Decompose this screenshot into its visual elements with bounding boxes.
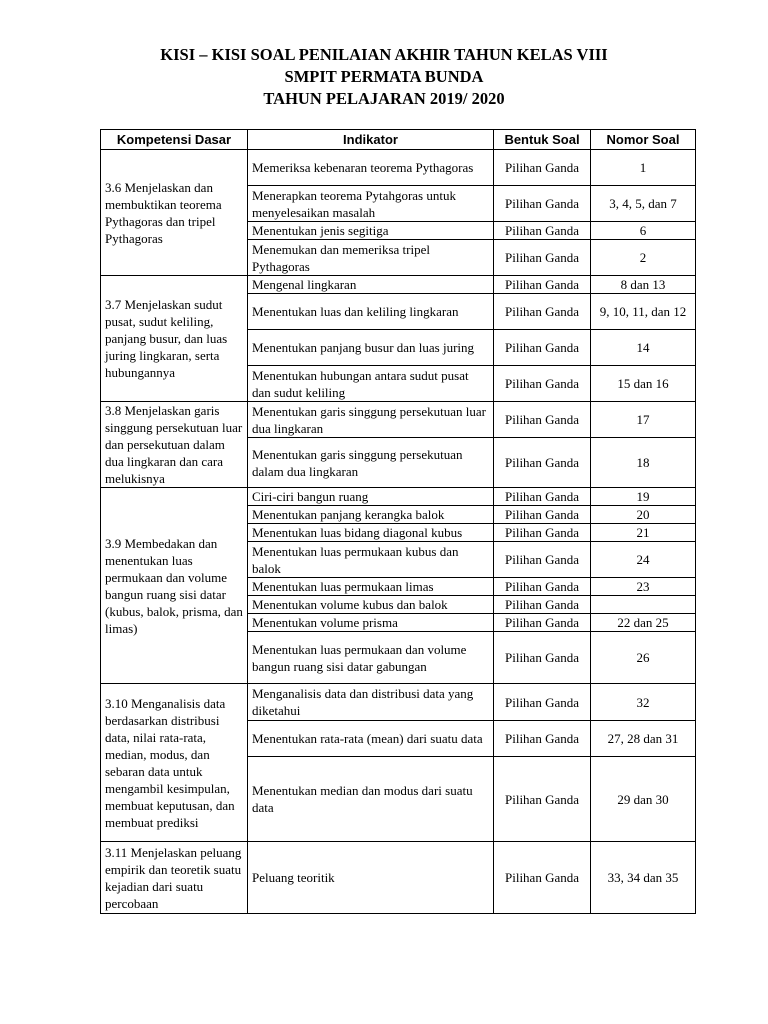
indikator-cell: Menentukan luas dan keliling lingkaran xyxy=(248,294,494,330)
header-title: KISI – KISI SOAL PENILAIAN AKHIR TAHUN KELAS VIII xyxy=(160,45,608,64)
indikator-cell: Ciri-ciri bangun ruang xyxy=(248,488,494,506)
nomor-soal-cell: 8 dan 13 xyxy=(591,276,696,294)
bentuk-soal-cell: Pilihan Ganda xyxy=(494,186,591,222)
indikator-cell: Menentukan garis singgung persekutuan luar dua lingkaran xyxy=(248,402,494,438)
indikator-cell: Menentukan luas permukaan dan volume bangun ruang sisi datar gabungan xyxy=(248,632,494,684)
bentuk-soal-cell: Pilihan Ganda xyxy=(494,150,591,186)
kompetensi-dasar-cell: 3.9 Membedakan dan menentukan luas permukaan dan volume bangun ruang sisi datar (kubus, balok, prisma, dan limas) xyxy=(101,488,248,684)
kompetensi-dasar-cell: 3.10 Menganalisis data berdasarkan distribusi data, nilai rata-rata, median, modus, dan sebaran data untuk mengambil kesimpulan, membuat keputusan, dan membuat prediksi xyxy=(101,684,248,842)
document-header xyxy=(0,44,768,110)
nomor-soal-cell: 18 xyxy=(591,438,696,488)
indikator-cell: Mengenal lingkaran xyxy=(248,276,494,294)
bentuk-soal-cell: Pilihan Ganda xyxy=(494,366,591,402)
indikator-cell: Menentukan rata-rata (mean) dari suatu data xyxy=(248,721,494,757)
bentuk-soal-cell: Pilihan Ganda xyxy=(494,614,591,632)
nomor-soal-cell: 19 xyxy=(591,488,696,506)
kisi-kisi-table xyxy=(100,129,696,914)
indikator-cell: Menentukan garis singgung persekutuan dalam dua lingkaran xyxy=(248,438,494,488)
column-header: Kompetensi Dasar xyxy=(101,130,248,150)
kompetensi-dasar-cell: 3.11 Menjelaskan peluang empirik dan teoretik suatu kejadian dari suatu percobaan xyxy=(101,842,248,914)
table-header-row xyxy=(101,130,696,150)
bentuk-soal-cell: Pilihan Ganda xyxy=(494,757,591,842)
indikator-cell: Peluang teoritik xyxy=(248,842,494,914)
nomor-soal-cell: 29 dan 30 xyxy=(591,757,696,842)
indikator-cell: Menerapkan teorema Pytahgoras untuk menyelesaikan masalah xyxy=(248,186,494,222)
bentuk-soal-cell: Pilihan Ganda xyxy=(494,438,591,488)
kompetensi-dasar-cell: 3.8 Menjelaskan garis singgung persekutuan luar dan persekutuan dalam dua lingkaran dan cara melukisnya xyxy=(101,402,248,488)
nomor-soal-cell: 33, 34 dan 35 xyxy=(591,842,696,914)
bentuk-soal-cell: Pilihan Ganda xyxy=(494,506,591,524)
indikator-cell: Memeriksa kebenaran teorema Pythagoras xyxy=(248,150,494,186)
bentuk-soal-cell: Pilihan Ganda xyxy=(494,542,591,578)
bentuk-soal-cell: Pilihan Ganda xyxy=(494,596,591,614)
table-row xyxy=(101,488,696,506)
bentuk-soal-cell: Pilihan Ganda xyxy=(494,578,591,596)
indikator-cell: Menentukan luas permukaan limas xyxy=(248,578,494,596)
kompetensi-dasar-cell: 3.7 Menjelaskan sudut pusat, sudut keliling, panjang busur, dan luas juring lingkaran, serta hubungannya xyxy=(101,276,248,402)
bentuk-soal-cell: Pilihan Ganda xyxy=(494,276,591,294)
table-row xyxy=(101,684,696,721)
kompetensi-dasar-cell: 3.6 Menjelaskan dan membuktikan teorema Pythagoras dan tripel Pythagoras xyxy=(101,150,248,276)
bentuk-soal-cell: Pilihan Ganda xyxy=(494,402,591,438)
table-row xyxy=(101,276,696,294)
nomor-soal-cell: 21 xyxy=(591,524,696,542)
nomor-soal-cell: 6 xyxy=(591,222,696,240)
nomor-soal-cell xyxy=(591,596,696,614)
column-header: Nomor Soal xyxy=(591,130,696,150)
bentuk-soal-cell: Pilihan Ganda xyxy=(494,721,591,757)
bentuk-soal-cell: Pilihan Ganda xyxy=(494,240,591,276)
bentuk-soal-cell: Pilihan Ganda xyxy=(494,842,591,914)
nomor-soal-cell: 17 xyxy=(591,402,696,438)
indikator-cell: Menentukan volume kubus dan balok xyxy=(248,596,494,614)
nomor-soal-cell: 23 xyxy=(591,578,696,596)
nomor-soal-cell: 24 xyxy=(591,542,696,578)
indikator-cell: Menentukan hubungan antara sudut pusat dan sudut keliling xyxy=(248,366,494,402)
bentuk-soal-cell: Pilihan Ganda xyxy=(494,632,591,684)
indikator-cell: Menentukan luas permukaan kubus dan balok xyxy=(248,542,494,578)
indikator-cell: Menentukan panjang kerangka balok xyxy=(248,506,494,524)
nomor-soal-cell: 26 xyxy=(591,632,696,684)
bentuk-soal-cell: Pilihan Ganda xyxy=(494,294,591,330)
column-header: Bentuk Soal xyxy=(494,130,591,150)
table-row xyxy=(101,402,696,438)
nomor-soal-cell: 15 dan 16 xyxy=(591,366,696,402)
header-school: SMPIT PERMATA BUNDA xyxy=(284,67,484,86)
indikator-cell: Menentukan jenis segitiga xyxy=(248,222,494,240)
table-row xyxy=(101,842,696,914)
nomor-soal-cell: 20 xyxy=(591,506,696,524)
bentuk-soal-cell: Pilihan Ganda xyxy=(494,524,591,542)
indikator-cell: Menganalisis data dan distribusi data yang diketahui xyxy=(248,684,494,721)
nomor-soal-cell: 3, 4, 5, dan 7 xyxy=(591,186,696,222)
table-body xyxy=(101,150,696,914)
indikator-cell: Menentukan volume prisma xyxy=(248,614,494,632)
column-header: Indikator xyxy=(248,130,494,150)
indikator-cell: Menemukan dan memeriksa tripel Pythagoras xyxy=(248,240,494,276)
bentuk-soal-cell: Pilihan Ganda xyxy=(494,222,591,240)
bentuk-soal-cell: Pilihan Ganda xyxy=(494,330,591,366)
nomor-soal-cell: 32 xyxy=(591,684,696,721)
nomor-soal-cell: 27, 28 dan 31 xyxy=(591,721,696,757)
table-row xyxy=(101,150,696,186)
header-year: TAHUN PELAJARAN 2019/ 2020 xyxy=(263,89,505,108)
nomor-soal-cell: 14 xyxy=(591,330,696,366)
nomor-soal-cell: 1 xyxy=(591,150,696,186)
nomor-soal-cell: 9, 10, 11, dan 12 xyxy=(591,294,696,330)
indikator-cell: Menentukan median dan modus dari suatu data xyxy=(248,757,494,842)
bentuk-soal-cell: Pilihan Ganda xyxy=(494,488,591,506)
indikator-cell: Menentukan luas bidang diagonal kubus xyxy=(248,524,494,542)
bentuk-soal-cell: Pilihan Ganda xyxy=(494,684,591,721)
nomor-soal-cell: 22 dan 25 xyxy=(591,614,696,632)
nomor-soal-cell: 2 xyxy=(591,240,696,276)
indikator-cell: Menentukan panjang busur dan luas juring xyxy=(248,330,494,366)
